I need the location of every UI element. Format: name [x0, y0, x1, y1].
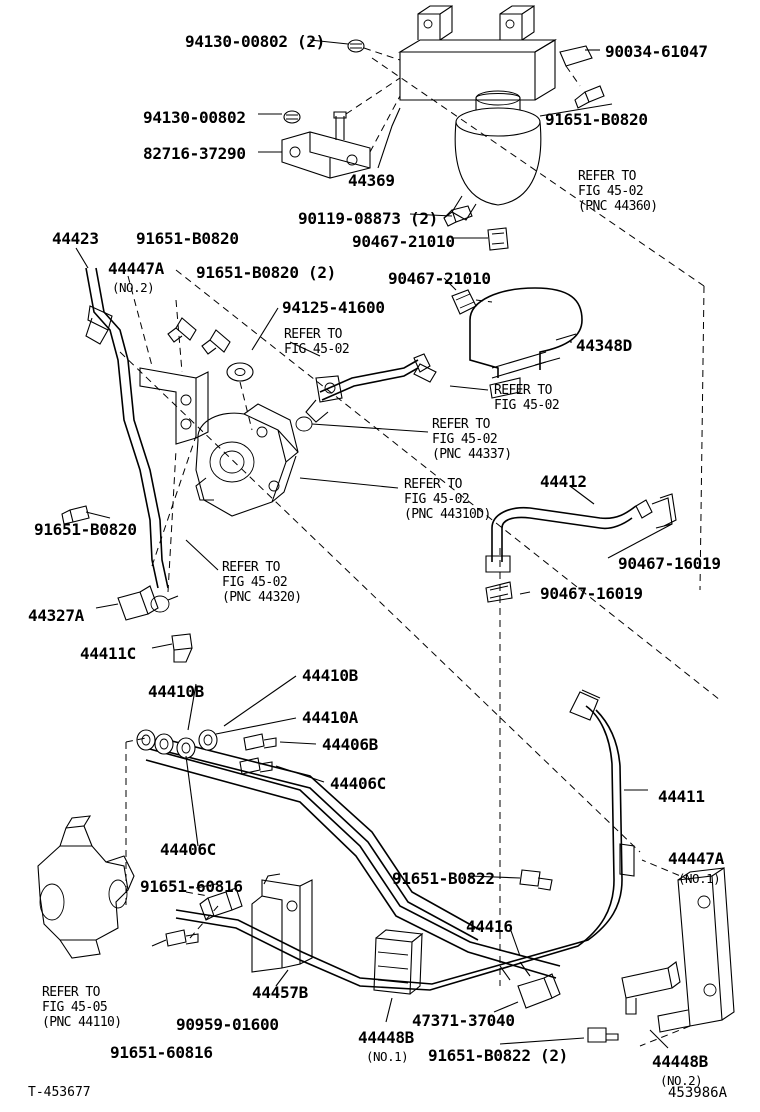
refer-to-44360-line3: (PNC 44360) [578, 199, 658, 214]
label-90959-01600: 90959-01600 [176, 1015, 279, 1034]
label-44410b-a: 44410B [302, 666, 358, 685]
label-91651-60816-a: 91651-60816 [140, 877, 243, 896]
label-44411: 44411 [658, 787, 705, 806]
label-91651-60816-b: 91651-60816 [110, 1043, 213, 1062]
label-44369: 44369 [348, 171, 395, 190]
label-44406b: 44406B [322, 735, 378, 754]
label-44410a: 44410A [302, 708, 358, 727]
label-90467-21010-a: 90467-21010 [352, 232, 455, 251]
label-91651-b0820-2: 91651-B0820 (2) [196, 263, 336, 282]
refer-to-44320-line3: (PNC 44320) [222, 590, 302, 605]
label-44448b-no2-sub: (NO.2) [660, 1073, 703, 1088]
refer-to-a-line2: FIG 45-02 [284, 342, 350, 357]
refer-to-44360-line2: FIG 45-02 [578, 184, 644, 199]
footer-right-code: 453986A [668, 1085, 728, 1101]
refer-to-44320-line1: REFER TO [222, 560, 280, 575]
label-44416: 44416 [466, 917, 513, 936]
label-91651-b0820-top: 91651-B0820 [545, 110, 648, 129]
label-44447a-no1-sub: (NO.1) [678, 871, 721, 886]
label-82716-37290: 82716-37290 [143, 144, 246, 163]
label-44423: 44423 [52, 229, 99, 248]
label-44412: 44412 [540, 472, 587, 491]
label-44457b: 44457B [252, 983, 308, 1002]
label-94125-41600: 94125-41600 [282, 298, 385, 317]
refer-to-44310d-line2: FIG 45-02 [404, 492, 470, 507]
label-91651-b0820-a: 91651-B0820 [136, 229, 239, 248]
label-44447a-no2: 44447A [108, 259, 164, 278]
label-91651-b0822: 91651-B0822 [392, 869, 495, 888]
refer-to-44310d-line3: (PNC 44310D) [404, 507, 491, 522]
refer-to-b-line2: FIG 45-02 [494, 398, 560, 413]
refer-to-44337-line1: REFER TO [432, 417, 490, 432]
label-44447a-no2-sub: (NO.2) [112, 280, 155, 295]
refer-to-a-line1: REFER TO [284, 327, 342, 342]
footer-left-code: T-453677 [28, 1085, 91, 1100]
refer-to-44310d-line1: REFER TO [404, 477, 462, 492]
label-90034-61047: 90034-61047 [605, 42, 708, 61]
label-44348d: 44348D [576, 336, 632, 355]
label-44447a-no1: 44447A [668, 849, 724, 868]
label-90467-16019-b: 90467-16019 [540, 584, 643, 603]
label-44448b-no2: 44448B [652, 1052, 708, 1071]
label-47371-37040: 47371-37040 [412, 1011, 515, 1030]
label-94130-00802: 94130-00802 [143, 108, 246, 127]
refer-to-44110-line1: REFER TO [42, 985, 100, 1000]
label-90119-08873: 90119-08873 (2) [298, 209, 438, 228]
label-44410b-b: 44410B [148, 682, 204, 701]
refer-to-44360-line1: REFER TO [578, 169, 636, 184]
label-44448b-no1: 44448B [358, 1028, 414, 1047]
refer-to-44337-line3: (PNC 44337) [432, 447, 512, 462]
refer-to-44110-line2: FIG 45-05 [42, 1000, 108, 1015]
label-44448b-no1-sub: (NO.1) [366, 1049, 409, 1064]
label-44327a: 44327A [28, 606, 84, 625]
label-90467-21010-b: 90467-21010 [388, 269, 491, 288]
label-44406c-b: 44406C [160, 840, 216, 859]
label-91651-b0820-b: 91651-B0820 [34, 520, 137, 539]
refer-to-44337-line2: FIG 45-02 [432, 432, 498, 447]
refer-to-44320-line2: FIG 45-02 [222, 575, 288, 590]
refer-to-44110-line3: (PNC 44110) [42, 1015, 122, 1030]
label-91651-b0822-2: 91651-B0822 (2) [428, 1046, 568, 1065]
label-94130-00802-2: 94130-00802 (2) [185, 32, 325, 51]
refer-to-b-line1: REFER TO [494, 383, 552, 398]
label-44406c-a: 44406C [330, 774, 386, 793]
label-90467-16019-a: 90467-16019 [618, 554, 721, 573]
label-44411c: 44411C [80, 644, 136, 663]
